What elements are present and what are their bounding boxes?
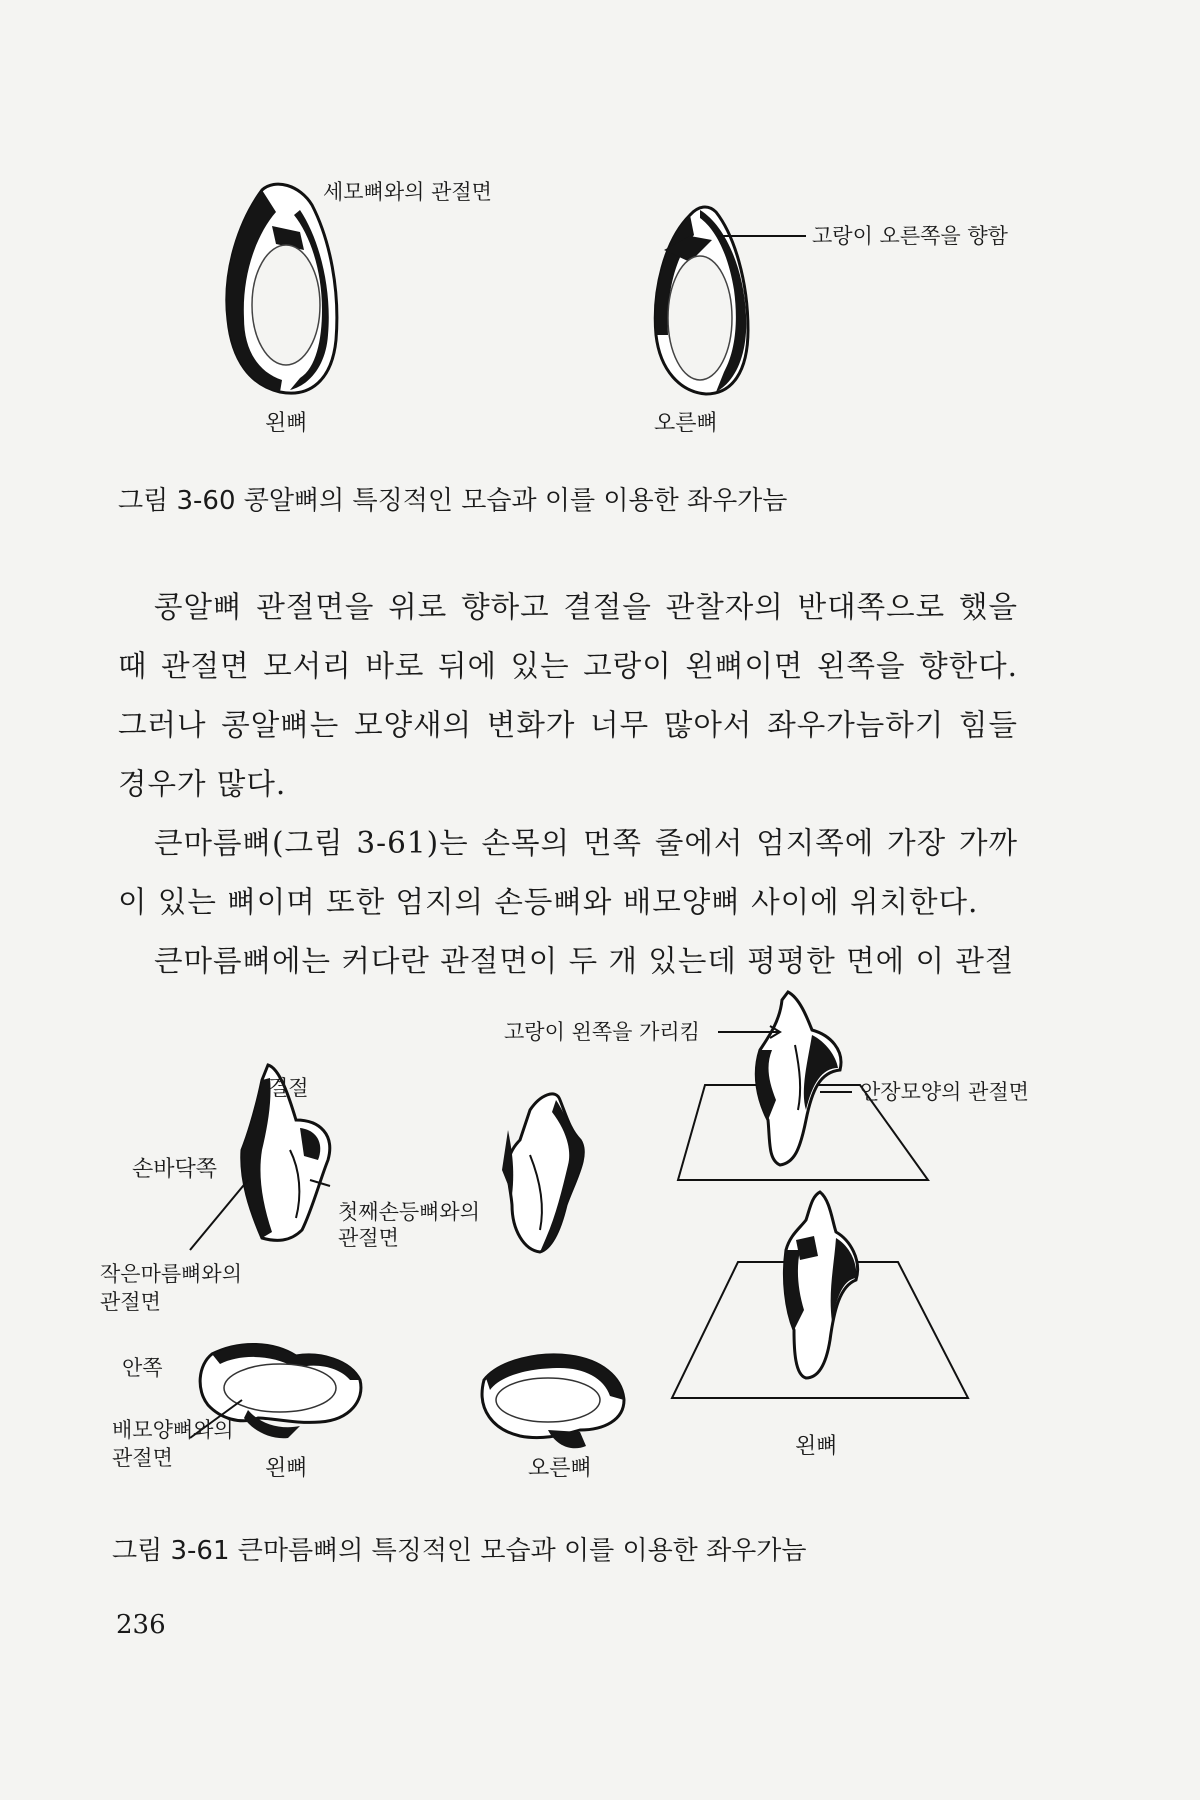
trapezium-right-top-drawing [502, 1094, 583, 1252]
label-right-bone-60: 오른뼈 [654, 411, 718, 436]
body-text [118, 578, 1018, 991]
label-groove-left: 고랑이 왼쪽을 가리킴 [504, 1020, 700, 1044]
paragraph-3: 큰마름뼈에는 커다란 관절면이 두 개 있는데 평평한 면에 이 관절 [154, 944, 1015, 978]
page-number: 236 [116, 1610, 166, 1640]
label-scaphoid-facet-1: 배모양뼈와의 [112, 1418, 234, 1442]
label-right-bone-61: 오른뼈 [528, 1456, 592, 1481]
label-scaphoid-facet-2: 관절면 [112, 1446, 173, 1470]
trapezium-3d-bottom-drawing [672, 1192, 968, 1398]
label-palmar: 손바닥쪽 [132, 1157, 218, 1182]
trapezium-right-bottom-drawing [482, 1355, 624, 1448]
label-left-bone-60: 왼뼈 [265, 411, 308, 436]
label-trapezoid-facet-2: 관절면 [100, 1290, 161, 1314]
caption-figure-3-60: 그림 3-60 콩알뼈의 특징적인 모습과 이를 이용한 좌우가늠 [118, 486, 788, 516]
figure-3-60-illustration [0, 0, 1200, 460]
label-trapezoid-facet-1: 작은마름뼈와의 [100, 1262, 243, 1286]
label-first-metacarpal-facet-2: 관절면 [338, 1226, 399, 1250]
label-triquetral-facet: 세모뼈와의 관절면 [323, 180, 492, 204]
paragraph-1: 콩알뼈 관절면을 위로 향하고 결절을 관찰자의 반대쪽으로 했을 때 관절면 모서리 바로 뒤에 있는 고랑이 왼뼈이면 왼쪽을 향한다. 그러나 콩알뼈는 모양새의 변화가 너무 많아서 좌우가늠하기 힘들 경우가 많다. [118, 590, 1018, 801]
paragraph-2: 큰마름뼈(그림 3-61)는 손목의 먼쪽 줄에서 엄지쪽에 가장 가까이 있는 뼈이며 또한 엄지의 손등뼈와 배모양뼈 사이에 위치한다. [118, 826, 1018, 919]
caption-figure-3-61: 그림 3-61 큰마름뼈의 특징적인 모습과 이를 이용한 좌우가늠 [112, 1536, 807, 1566]
label-groove-right: 고랑이 오른쪽을 향함 [812, 224, 1008, 248]
pisiform-left-bone-drawing [227, 184, 337, 393]
label-left-bone-3d: 왼뼈 [795, 1434, 838, 1459]
label-tubercle: 결절 [268, 1076, 309, 1100]
label-left-bone-61: 왼뼈 [265, 1456, 308, 1481]
label-first-metacarpal-facet-1: 첫째손등뼈와의 [338, 1200, 481, 1224]
trapezoid-leader-line [190, 1180, 248, 1250]
label-saddle-facet: 안장모양의 관절면 [860, 1080, 1029, 1104]
label-medial: 안쪽 [122, 1356, 163, 1380]
